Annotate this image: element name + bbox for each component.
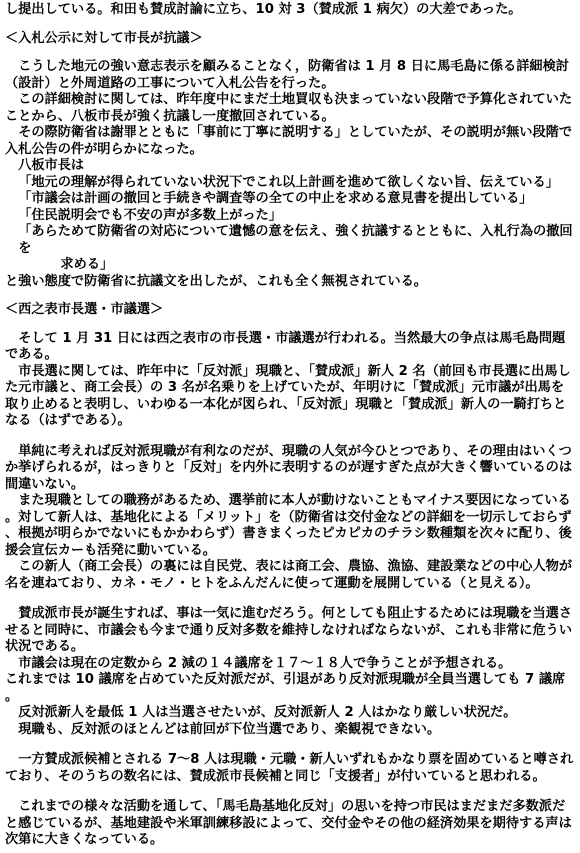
paragraph: 反対派新人を最低 1 人は当選させたいが、反対派新人 2 人はかなり厳しい状況だ。 bbox=[18, 705, 517, 720]
paragraph: また現職としての職務があるため、選挙前に本人が動けないこともマイナス要因になっている。対して新人は、基地化による「メリット」を（防衛省は交付金などの詳細を一切示しておらず、根拠が明らかでないにもかかわらず）書きまくったピカピカのチラシ数種類を次々に配り、後援会宣伝カーも活発に動いている。 bbox=[5, 493, 572, 558]
paragraph: その際防衛省は謝罪とともに「事前に丁寧に説明する」としていたが、その説明が無い段階で入札公告の件が明らかになった。 bbox=[5, 125, 573, 157]
paragraph: この詳細検討に関しては、昨年度中にまだ土地買収も決まっていない段階で予算化されていたことから、八板市長が強く抗議し一度撤回されている。 bbox=[5, 92, 573, 124]
paragraph: 一方賛成派候補とされる 7～8 人は現職・元職・新人いずれもかなり票を固めていると噂されており、そのうちの数名には、賛成派市長候補と同じ「支援者」が付いていると思われる。 bbox=[5, 752, 574, 784]
quote-line-continuation: 求める」 bbox=[60, 257, 114, 272]
paragraph: そして 1 月 31 日には西之表市の市長選・市議選が行われる。当然最大の争点は馬毛島問題である。 bbox=[5, 330, 566, 362]
paragraph: 現職も、反対派のほとんどは前回が下位当選であり、楽観視できない。 bbox=[18, 721, 441, 737]
document-page bbox=[5, 2, 577, 849]
paragraph: と強い態度で防衛省に抗議文を出したが、これも全く無視されている。 bbox=[5, 273, 427, 289]
paragraph: これまでの様々な活動を通して、「馬毛島基地化反対」の思いを持つ市民はまだまだ多数派だと感じているが、基地建設や米軍訓練移設によって、交付金やその他の経済効果を期待する声は次第に大きくなっている。 bbox=[5, 799, 572, 847]
section-heading-election: ＜西之表市長選・市議選＞ bbox=[5, 302, 164, 317]
section-heading-bid-protest: ＜入札公示に対して市長が抗議＞ bbox=[5, 30, 203, 46]
intro-paragraph: し提出している。和田も賛成討論に立ち、10 対 3（賛成派 1 病欠）の大差であった。 bbox=[5, 2, 522, 17]
paragraph: これまでは 10 議席を占めていた反対派だが、引退があり反対派現職が全員当選しても 7 議席。 bbox=[5, 672, 566, 704]
quote-line: 「地元の理解が得られていない状況下でこれ以上計画を進めて欲しくない旨、伝えている」 bbox=[18, 174, 559, 190]
paragraph: 単純に考えれば反対派現職が有利なのだが、現職の人気が今ひとつであり、その理由はいくつか挙げられるが，はっきりと「反対」を内外に表明するのが遅すぎた点が大きく響いているのは間違いない。 bbox=[5, 443, 573, 492]
paragraph: 八板市長は bbox=[18, 158, 85, 173]
quote-line-start: 「あらためて防衛省の対応について遺憾の意を伝え、強く抗議するとともに、入札行為の撤回を bbox=[18, 224, 573, 256]
paragraph: 市議会は現在の定数から 2 減の１４議席を１７～１８人で争うことが予想される。 bbox=[18, 655, 512, 671]
paragraph: こうした地元の強い意志表示を顧みることなく，防衛省は 1 月 8 日に馬毛島に係る詳細検討（設計）と外周道路の工事について入札公告を行った。 bbox=[5, 59, 569, 91]
paragraph: 賛成派市長が誕生すれば、事は一気に進むだろう。何としても阻止するためには現職を当選させると同時に、市議会も今まで通り反対多数を維持しなければならないが、これも非常に危うい状況である。 bbox=[5, 606, 573, 654]
quote-line bbox=[5, 224, 577, 274]
paragraph: この新人（商工会長）の裏には自民党、表には商工会、農協、漁協、建設業などの中心人物が名を連ねており、カネ・モノ・ヒトをふんだんに使って運動を展開している（と見える）。 bbox=[5, 559, 573, 591]
paragraph: 市長選に関しては、昨年中に「反対派」現職と、「賛成派」新人 2 名（前回も市長選に出馬した元市議と、商工会長）の 3 名が名乗りを上げていたが、年明けに「賛成派」元市議が出馬を取り止めると表明し、いわゆる一本化が図られ、「反対派」現職と「賛成派」新人の一騎打ちとなる（はずである）。 bbox=[5, 363, 571, 428]
quote-line: 「住民説明会でも不安の声が多数上がった」 bbox=[18, 207, 282, 223]
quote-line: 「市議会は計画の撤回と手続きや調査等の全ての中止を求める意見書を提出している」 bbox=[18, 191, 533, 206]
